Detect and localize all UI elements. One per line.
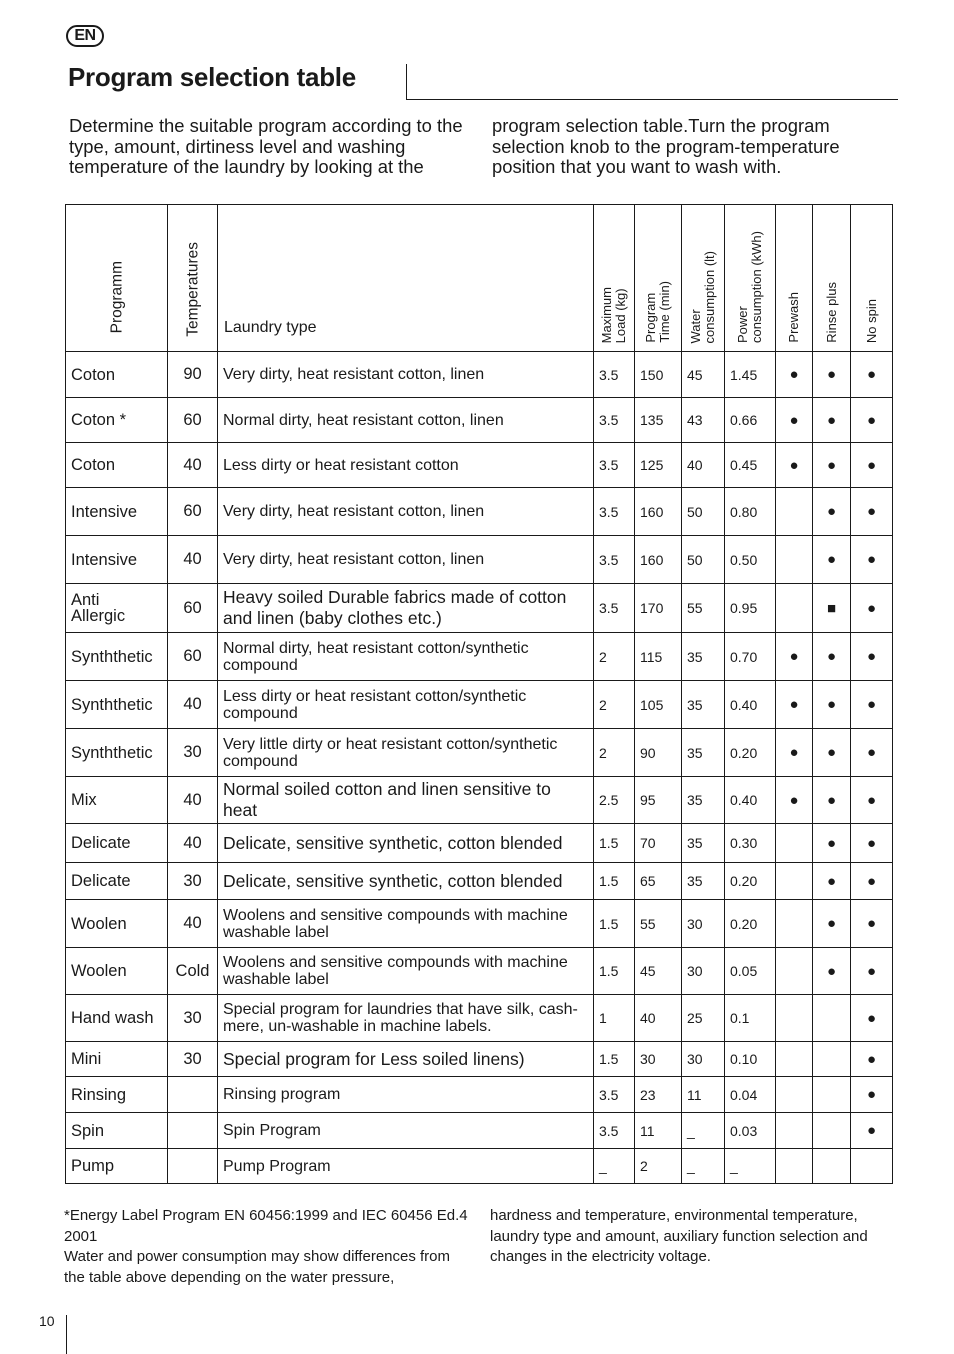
max-load-cell: 3.5 — [594, 488, 635, 536]
water-consumption-cell: 45 — [682, 352, 725, 398]
program-name-cell: Coton * — [66, 398, 168, 443]
program-name-cell: Woolen — [66, 948, 168, 995]
water-consumption-cell: 30 — [682, 948, 725, 995]
max-load-cell: _ — [594, 1149, 635, 1184]
program-time-cell: 105 — [635, 681, 682, 729]
power-consumption-cell: 0.40 — [725, 777, 776, 824]
temperature-cell: 40 — [168, 536, 218, 584]
laundry-type-cell: Normal dirty, heat resistant cotton/synthetic compound — [218, 633, 594, 681]
prewash-mark: ● — [776, 729, 813, 777]
rinse-plus-mark: ● — [813, 729, 851, 777]
laundry-type-cell: Very dirty, heat resistant cotton, linen — [218, 488, 594, 536]
laundry-type-cell: Special program for Less soiled linens) — [218, 1042, 594, 1077]
power-consumption-cell: 0.20 — [725, 729, 776, 777]
prewash-mark — [776, 900, 813, 948]
laundry-type-cell: Woolens and sensitive compounds with machine washable label — [218, 900, 594, 948]
table-row — [66, 633, 893, 681]
rinse-plus-mark: ● — [813, 948, 851, 995]
laundry-type-cell: Spin Program — [218, 1113, 594, 1149]
prewash-mark: ● — [776, 398, 813, 443]
rinse-plus-mark: ● — [813, 536, 851, 584]
table-row — [66, 824, 893, 863]
max-load-cell: 3.5 — [594, 443, 635, 488]
no-spin-mark: ● — [851, 900, 893, 948]
program-name-cell: Intensive — [66, 536, 168, 584]
temperature-cell — [168, 1077, 218, 1113]
temperature-cell: 40 — [168, 681, 218, 729]
power-consumption-cell: 0.05 — [725, 948, 776, 995]
table-row — [66, 536, 893, 584]
program-name-cell: Synththetic — [66, 729, 168, 777]
water-consumption-cell: 55 — [682, 584, 725, 633]
max-load-cell: 2 — [594, 729, 635, 777]
program-name-cell: Pump — [66, 1149, 168, 1184]
header-laundry-type: Laundry type — [218, 205, 594, 352]
temperature-cell: 60 — [168, 398, 218, 443]
page-number-divider — [66, 1315, 67, 1354]
program-time-cell: 55 — [635, 900, 682, 948]
table-row — [66, 948, 893, 995]
program-time-cell: 11 — [635, 1113, 682, 1149]
header-temperatures: Temperatures — [168, 205, 218, 352]
max-load-cell: 3.5 — [594, 536, 635, 584]
temperature-cell: Cold — [168, 948, 218, 995]
laundry-type-cell: Less dirty or heat resistant cotton/synthetic compound — [218, 681, 594, 729]
page-title: Program selection table — [68, 62, 356, 92]
no-spin-mark: ● — [851, 824, 893, 863]
temperature-cell: 40 — [168, 824, 218, 863]
program-name-cell: Hand wash — [66, 995, 168, 1042]
rinse-plus-mark: ● — [813, 398, 851, 443]
water-consumption-cell: 35 — [682, 729, 725, 777]
max-load-cell: 3.5 — [594, 1077, 635, 1113]
prewash-mark — [776, 1113, 813, 1149]
footnote-left: *Energy Label Program EN 60456:1999 and IEC 60456 Ed.4 2001 Water and power consumption may show differences from the table above depending on the water pressure, — [64, 1207, 468, 1286]
program-name-cell: Synththetic — [66, 681, 168, 729]
water-consumption-cell: _ — [682, 1149, 725, 1184]
max-load-cell: 3.5 — [594, 584, 635, 633]
temperature-cell: 40 — [168, 443, 218, 488]
prewash-mark: ● — [776, 633, 813, 681]
temperature-cell: 30 — [168, 1042, 218, 1077]
prewash-mark — [776, 1077, 813, 1113]
water-consumption-cell: 30 — [682, 900, 725, 948]
temperature-cell: 30 — [168, 729, 218, 777]
max-load-cell: 2.5 — [594, 777, 635, 824]
header-program-time: Program Time (min) — [635, 205, 682, 352]
table-row — [66, 1042, 893, 1077]
rinse-plus-mark — [813, 1042, 851, 1077]
program-time-cell: 125 — [635, 443, 682, 488]
water-consumption-cell: _ — [682, 1113, 725, 1149]
water-consumption-cell: 35 — [682, 824, 725, 863]
no-spin-mark: ● — [851, 948, 893, 995]
rinse-plus-mark: ● — [813, 824, 851, 863]
no-spin-mark — [851, 1149, 893, 1184]
power-consumption-cell: 0.66 — [725, 398, 776, 443]
prewash-mark — [776, 995, 813, 1042]
program-name-cell: Anti Allergic — [66, 584, 168, 633]
program-name-cell: Synththetic — [66, 633, 168, 681]
no-spin-mark: ● — [851, 777, 893, 824]
power-consumption-cell: 0.1 — [725, 995, 776, 1042]
program-time-cell: 2 — [635, 1149, 682, 1184]
power-consumption-cell: 0.80 — [725, 488, 776, 536]
title-divider-vertical — [406, 64, 407, 100]
water-consumption-cell: 43 — [682, 398, 725, 443]
max-load-cell: 1 — [594, 995, 635, 1042]
program-name-cell: Coton — [66, 443, 168, 488]
power-consumption-cell: 0.10 — [725, 1042, 776, 1077]
prewash-mark: ● — [776, 443, 813, 488]
laundry-type-cell: Very dirty, heat resistant cotton, linen — [218, 536, 594, 584]
no-spin-mark: ● — [851, 1042, 893, 1077]
prewash-mark — [776, 948, 813, 995]
no-spin-mark: ● — [851, 584, 893, 633]
power-consumption-cell: 0.70 — [725, 633, 776, 681]
prewash-mark — [776, 536, 813, 584]
header-max-load: Maximum Load (kg) — [594, 205, 635, 352]
temperature-cell: 60 — [168, 488, 218, 536]
prewash-mark — [776, 824, 813, 863]
prewash-mark — [776, 863, 813, 900]
power-consumption-cell: 0.30 — [725, 824, 776, 863]
no-spin-mark: ● — [851, 729, 893, 777]
page-number: 10 — [39, 1313, 55, 1329]
program-selection-table — [65, 204, 893, 1184]
max-load-cell: 1.5 — [594, 824, 635, 863]
laundry-type-cell: Delicate, sensitive synthetic, cotton blended — [218, 863, 594, 900]
program-time-cell: 160 — [635, 488, 682, 536]
table-row — [66, 1077, 893, 1113]
program-time-cell: 45 — [635, 948, 682, 995]
power-consumption-cell: 0.04 — [725, 1077, 776, 1113]
prewash-mark — [776, 488, 813, 536]
program-name-cell: Delicate — [66, 824, 168, 863]
program-name-cell: Mini — [66, 1042, 168, 1077]
rinse-plus-mark: ● — [813, 352, 851, 398]
no-spin-mark: ● — [851, 1113, 893, 1149]
program-time-cell: 95 — [635, 777, 682, 824]
header-no-spin: No spin — [851, 205, 893, 352]
table-row — [66, 488, 893, 536]
rinse-plus-mark: ■ — [813, 584, 851, 633]
program-time-cell: 40 — [635, 995, 682, 1042]
program-time-cell: 115 — [635, 633, 682, 681]
water-consumption-cell: 40 — [682, 443, 725, 488]
program-name-cell: Coton — [66, 352, 168, 398]
power-consumption-cell: 0.40 — [725, 681, 776, 729]
power-consumption-cell: 0.95 — [725, 584, 776, 633]
max-load-cell: 2 — [594, 681, 635, 729]
program-time-cell: 90 — [635, 729, 682, 777]
power-consumption-cell: _ — [725, 1149, 776, 1184]
table-row — [66, 443, 893, 488]
max-load-cell: 1.5 — [594, 1042, 635, 1077]
program-time-cell: 30 — [635, 1042, 682, 1077]
intro-text-left: Determine the suitable program according to the type, amount, dirtiness level and washing temperature of the laundry by looking at the — [69, 115, 463, 177]
max-load-cell: 3.5 — [594, 352, 635, 398]
power-consumption-cell: 1.45 — [725, 352, 776, 398]
prewash-mark: ● — [776, 352, 813, 398]
table-row — [66, 681, 893, 729]
table-row — [66, 995, 893, 1042]
max-load-cell: 3.5 — [594, 398, 635, 443]
program-name-cell: Spin — [66, 1113, 168, 1149]
table-row — [66, 729, 893, 777]
max-load-cell: 1.5 — [594, 900, 635, 948]
table-header-row — [66, 205, 893, 352]
no-spin-mark: ● — [851, 352, 893, 398]
laundry-type-cell: Woolens and sensitive compounds with machine washable label — [218, 948, 594, 995]
program-name-cell: Mix — [66, 777, 168, 824]
rinse-plus-mark — [813, 1077, 851, 1113]
laundry-type-cell: Normal soiled cotton and linen sensitive to heat — [218, 777, 594, 824]
rinse-plus-mark: ● — [813, 777, 851, 824]
language-badge: EN — [66, 25, 104, 47]
laundry-type-cell: Heavy soiled Durable fabrics made of cotton and linen (baby clothes etc.) — [218, 584, 594, 633]
footnote-right: hardness and temperature, environmental temperature, laundry type and amount, auxiliary function selection and changes in the electricity voltage. — [490, 1207, 868, 1265]
rinse-plus-mark — [813, 1149, 851, 1184]
program-time-cell: 23 — [635, 1077, 682, 1113]
prewash-mark — [776, 584, 813, 633]
rinse-plus-mark: ● — [813, 681, 851, 729]
table-row — [66, 863, 893, 900]
max-load-cell: 1.5 — [594, 863, 635, 900]
program-time-cell: 70 — [635, 824, 682, 863]
max-load-cell: 2 — [594, 633, 635, 681]
laundry-type-cell: Normal dirty, heat resistant cotton, linen — [218, 398, 594, 443]
prewash-mark: ● — [776, 777, 813, 824]
temperature-cell: 60 — [168, 584, 218, 633]
water-consumption-cell: 30 — [682, 1042, 725, 1077]
rinse-plus-mark: ● — [813, 900, 851, 948]
rinse-plus-mark: ● — [813, 863, 851, 900]
table-row — [66, 1149, 893, 1184]
temperature-cell: 40 — [168, 777, 218, 824]
program-name-cell: Woolen — [66, 900, 168, 948]
prewash-mark: ● — [776, 681, 813, 729]
power-consumption-cell: 0.20 — [725, 900, 776, 948]
power-consumption-cell: 0.03 — [725, 1113, 776, 1149]
program-time-cell: 65 — [635, 863, 682, 900]
table-row — [66, 900, 893, 948]
rinse-plus-mark — [813, 1113, 851, 1149]
temperature-cell: 30 — [168, 995, 218, 1042]
no-spin-mark: ● — [851, 681, 893, 729]
laundry-type-cell: Less dirty or heat resistant cotton — [218, 443, 594, 488]
laundry-type-cell: Delicate, sensitive synthetic, cotton blended — [218, 824, 594, 863]
table-row — [66, 1113, 893, 1149]
no-spin-mark: ● — [851, 863, 893, 900]
header-prewash: Prewash — [776, 205, 813, 352]
rinse-plus-mark: ● — [813, 488, 851, 536]
max-load-cell: 1.5 — [594, 948, 635, 995]
laundry-type-cell: Special program for laundries that have silk, cash-mere, un-washable in machine labels. — [218, 995, 594, 1042]
water-consumption-cell: 35 — [682, 633, 725, 681]
program-name-cell: Intensive — [66, 488, 168, 536]
program-time-cell: 135 — [635, 398, 682, 443]
laundry-type-cell: Very dirty, heat resistant cotton, linen — [218, 352, 594, 398]
header-rinse-plus: Rinse plus — [813, 205, 851, 352]
title-divider-horizontal — [406, 99, 898, 100]
temperature-cell: 60 — [168, 633, 218, 681]
water-consumption-cell: 35 — [682, 681, 725, 729]
temperature-cell: 90 — [168, 352, 218, 398]
no-spin-mark: ● — [851, 995, 893, 1042]
laundry-type-cell: Very little dirty or heat resistant cotton/synthetic compound — [218, 729, 594, 777]
temperature-cell: 30 — [168, 863, 218, 900]
power-consumption-cell: 0.20 — [725, 863, 776, 900]
header-program: Programm — [66, 205, 168, 352]
rinse-plus-mark — [813, 995, 851, 1042]
water-consumption-cell: 25 — [682, 995, 725, 1042]
no-spin-mark: ● — [851, 488, 893, 536]
table-row — [66, 398, 893, 443]
water-consumption-cell: 50 — [682, 536, 725, 584]
header-water-consumption: Water consumption (lt) — [682, 205, 725, 352]
program-name-cell: Rinsing — [66, 1077, 168, 1113]
program-time-cell: 150 — [635, 352, 682, 398]
header-power-consumption: Power consumption (kWh) — [725, 205, 776, 352]
power-consumption-cell: 0.45 — [725, 443, 776, 488]
table-row — [66, 777, 893, 824]
no-spin-mark: ● — [851, 398, 893, 443]
temperature-cell: 40 — [168, 900, 218, 948]
max-load-cell: 3.5 — [594, 1113, 635, 1149]
prewash-mark — [776, 1149, 813, 1184]
water-consumption-cell: 35 — [682, 863, 725, 900]
water-consumption-cell: 35 — [682, 777, 725, 824]
prewash-mark — [776, 1042, 813, 1077]
no-spin-mark: ● — [851, 536, 893, 584]
rinse-plus-mark: ● — [813, 633, 851, 681]
laundry-type-cell: Pump Program — [218, 1149, 594, 1184]
table-row — [66, 584, 893, 633]
rinse-plus-mark: ● — [813, 443, 851, 488]
intro-text-right: program selection table.Turn the program selection knob to the program-temperature position that you want to wash with. — [492, 115, 840, 177]
program-name-cell: Delicate — [66, 863, 168, 900]
no-spin-mark: ● — [851, 633, 893, 681]
water-consumption-cell: 50 — [682, 488, 725, 536]
no-spin-mark: ● — [851, 443, 893, 488]
laundry-type-cell: Rinsing program — [218, 1077, 594, 1113]
water-consumption-cell: 11 — [682, 1077, 725, 1113]
table-row — [66, 352, 893, 398]
temperature-cell — [168, 1113, 218, 1149]
power-consumption-cell: 0.50 — [725, 536, 776, 584]
no-spin-mark: ● — [851, 1077, 893, 1113]
temperature-cell — [168, 1149, 218, 1184]
program-time-cell: 170 — [635, 584, 682, 633]
program-time-cell: 160 — [635, 536, 682, 584]
